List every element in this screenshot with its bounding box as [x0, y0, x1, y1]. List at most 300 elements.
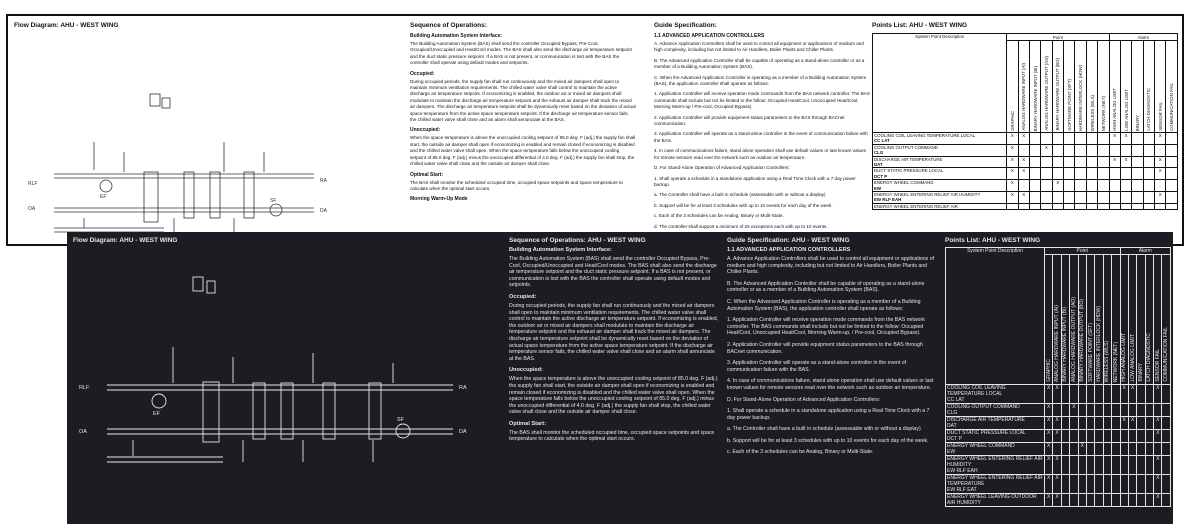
- points-column-header: [1112, 255, 1120, 385]
- point-mark-cell: [1162, 443, 1171, 456]
- point-description: ENERGY WHEEL COMMAND: [874, 180, 934, 186]
- point-mark-cell: [1029, 180, 1040, 192]
- point-mark-cell: [1166, 180, 1178, 192]
- point-mark-cell: [1166, 192, 1178, 204]
- guide-spec-paragraph: D. For Stand-Alone Operation of Advanced Application Controllers:: [727, 396, 881, 403]
- point-mark-cell: X: [1007, 168, 1018, 180]
- flow-label-oa: OA: [28, 206, 36, 212]
- point-mark-cell: [1061, 404, 1069, 417]
- point-mark-cell: [1075, 144, 1086, 156]
- guide-spec-paragraph: a. The Controller shall have a built in schedule (assessable with or without a display): [654, 192, 826, 198]
- point-mark-cell: [1041, 180, 1052, 192]
- points-column-header: [1155, 41, 1166, 133]
- flow-label-oa-dark: OA: [79, 429, 87, 435]
- points-column-header: [1109, 41, 1120, 133]
- point-mark-cell: X: [1070, 404, 1078, 417]
- point-mark-cell: [1086, 385, 1094, 404]
- point-mark-cell: X: [1155, 156, 1166, 168]
- seq-paragraph-occupied-dark: During occupied periods, the supply fan shall run continuously and the mixed air dampers shall open to maintain minimum ventilation requirements. The chilled water valve shall control to maintain the active discharge air temperature setpoint. If economizing is enabled, the outdoor air or mixed air dampers shall modulate to maintain the discharge air temperature setpoint and the exhaust air damper shall track the mixed air dampers. The discharge air temperature setpoint shall be dynamically reset based on the deviation of actual space temperature from the active space temperature setpoint. If the discharge air temperature sensor fails, the chilled water valve shall close and an alarm shall annunciate at the BAS.: [509, 302, 719, 362]
- points-desc-header: System Point Description: [946, 248, 1045, 385]
- points-column-header: [1166, 41, 1178, 133]
- point-mark-cell: [1103, 385, 1111, 404]
- point-mark-cell: [1120, 168, 1131, 180]
- point-mark-cell: [1053, 443, 1061, 456]
- point-mark-cell: [1132, 168, 1143, 180]
- point-description: COOLING OUTPUT COMMAND: [947, 404, 1020, 410]
- points-column-header: [1128, 255, 1136, 385]
- seq-heading-unoccupied-dark: Unoccupied:: [509, 367, 543, 374]
- points-column-label: ANALOG HARDWARE OUTPUT (AO): [1044, 56, 1049, 131]
- point-mark-cell: [1137, 494, 1145, 507]
- point-description: DUCT STATIC PRESSURE LOCAL: [947, 430, 1026, 436]
- point-mark-cell: X: [1120, 156, 1131, 168]
- point-tag: DCT P: [874, 173, 888, 179]
- point-mark-cell: X: [1154, 475, 1162, 494]
- point-mark-cell: [1095, 404, 1103, 417]
- flow-label-ra-dark: RA: [459, 385, 467, 391]
- point-mark-cell: [1098, 144, 1109, 156]
- points-list-panel-dark: [945, 237, 1171, 524]
- point-mark-cell: [1070, 494, 1078, 507]
- points-column-label: WIRELESS (WLS): [1104, 340, 1111, 382]
- points-column-header: [1061, 255, 1069, 385]
- points-list-title: Points List: AHU - WEST WING: [872, 22, 968, 29]
- point-mark-cell: [1137, 475, 1145, 494]
- point-mark-cell: [1120, 203, 1131, 209]
- point-mark-cell: [1075, 180, 1086, 192]
- point-mark-cell: [1128, 494, 1136, 507]
- point-mark-cell: [1120, 192, 1131, 204]
- points-column-header: [1143, 41, 1154, 133]
- point-mark-cell: [1109, 192, 1120, 204]
- point-tag: DCT P: [947, 436, 962, 442]
- point-mark-cell: X: [1155, 133, 1166, 145]
- point-mark-cell: [1154, 404, 1162, 417]
- point-description: DISCHARGE AIR TEMPERATURE: [874, 156, 943, 162]
- point-mark-cell: [1166, 144, 1178, 156]
- flow-diagram-title-dark: Flow Diagram: AHU - WEST WING: [73, 237, 178, 244]
- flow-label-da: DA: [320, 208, 327, 214]
- points-column-header: [1070, 255, 1078, 385]
- point-description: ENERGY WHEEL COMMAND: [947, 443, 1015, 449]
- point-description-cell: [946, 417, 1045, 430]
- points-column-label: ANALOG HARDWARE INPUT (AI): [1054, 305, 1061, 382]
- table-row: [873, 144, 1178, 156]
- seq-paragraph-bas-dark: The Building Automation System (BAS) shall send the controller Occupied Bypass, Pre-Cool, Occupied/Unoccupied and Heat/Cool modes. The BAS shall also send the discharge air temperature setpoint and the duct static pressure setpoint. If a BAS is not present, or communication is lost with the BAS the controller shall operate using default modes and setpoints.: [509, 256, 717, 289]
- points-column-header: [1162, 255, 1171, 385]
- guide-spec-paragraph: 1. Shall operate a schedule in a standalone application using a Real Time Clock with a 7 day power backup.: [654, 175, 856, 187]
- sequence-panel-dark: [509, 237, 719, 524]
- point-mark-cell: X: [1154, 417, 1162, 430]
- point-mark-cell: X: [1018, 156, 1029, 168]
- point-mark-cell: [1078, 385, 1086, 404]
- point-mark-cell: [1095, 385, 1103, 404]
- flow-label-rlf: RLF: [28, 181, 38, 187]
- seq-heading-warmup: Morning Warm-Up Mode: [410, 196, 468, 203]
- guide-spec-paragraph: C. When the Advanced Application Controller is operating as a member of a Building Automation System (BAS), the application controller shall operate as follows:: [654, 74, 867, 87]
- point-mark-cell: X: [1128, 385, 1136, 404]
- point-mark-cell: [1109, 180, 1120, 192]
- point-description: ENERGY WHEEL ENTERING RELIEF AIR HUMIDITY: [947, 456, 1043, 468]
- guide-spec-paragraph: b. Support will be for at least 3 schedules with up to 10 events for each day of the week.: [654, 202, 833, 208]
- point-mark-cell: [1086, 475, 1094, 494]
- table-row: [873, 180, 1178, 192]
- guide-spec-paragraph: 2. Application Controller will provide equipment status parameters to the BAS through BACnet communication.: [654, 114, 845, 127]
- point-mark-cell: [1018, 180, 1029, 192]
- ahu-flow-diagram: [14, 22, 406, 240]
- point-mark-cell: [1143, 133, 1154, 145]
- point-mark-cell: [1098, 168, 1109, 180]
- point-mark-cell: [1098, 203, 1109, 209]
- points-column-label: LATCH DIAGNOSTIC: [1146, 88, 1152, 131]
- point-mark-cell: [1143, 192, 1154, 204]
- point-mark-cell: [1086, 404, 1094, 417]
- point-mark-cell: [1070, 385, 1078, 404]
- point-mark-cell: [1112, 494, 1120, 507]
- points-column-header: [1007, 41, 1018, 133]
- points-group-alarm: Alarm: [1120, 248, 1170, 255]
- guide-spec-paragraph: d. The controller shall support a minimum of 25 exceptions each with up to 10 events.: [654, 223, 828, 229]
- point-mark-cell: [1128, 443, 1136, 456]
- point-mark-cell: [1166, 133, 1178, 145]
- points-table-dark: [945, 247, 1171, 507]
- point-mark-cell: [1086, 203, 1097, 209]
- point-mark-cell: [1041, 203, 1052, 209]
- point-mark-cell: X: [1053, 475, 1061, 494]
- table-row: [873, 156, 1178, 168]
- seq-heading-optimal-start-dark: Optimal Start:: [509, 420, 546, 427]
- point-mark-cell: X: [1007, 192, 1018, 204]
- point-mark-cell: [1078, 494, 1086, 507]
- point-mark-cell: [1143, 156, 1154, 168]
- flow-label-ef: EF: [100, 194, 107, 200]
- points-column-label: HARDWARE INTERLOCK (HDW): [1096, 306, 1103, 382]
- point-mark-cell: [1120, 430, 1128, 443]
- guide-spec-paragraphs-dark: [727, 256, 939, 456]
- point-mark-cell: [1078, 430, 1086, 443]
- sequence-title-dark: Sequence of Operations: AHU - WEST WING: [509, 237, 646, 244]
- point-description: ENERGY WHEEL LEAVING OUTDOOR AIR HUMIDITY: [947, 494, 1037, 506]
- point-mark-cell: [1052, 133, 1063, 145]
- point-mark-cell: X: [1120, 133, 1131, 145]
- point-mark-cell: [1128, 430, 1136, 443]
- point-tag: EW RLF EAH: [947, 468, 978, 474]
- point-mark-cell: [1112, 456, 1120, 475]
- point-mark-cell: [1018, 144, 1029, 156]
- point-mark-cell: [1095, 443, 1103, 456]
- point-mark-cell: [1137, 456, 1145, 475]
- points-column-label: SOFTWARE POINT (SFT): [1066, 79, 1072, 131]
- points-column-header: [1098, 41, 1109, 133]
- point-tag: EW RLF EAT: [947, 487, 977, 493]
- points-column-label: BINARY HARDWARE INPUT (BI): [1032, 65, 1038, 131]
- points-column-header: [1045, 255, 1053, 385]
- point-mark-cell: [1112, 443, 1120, 456]
- point-mark-cell: [1095, 494, 1103, 507]
- point-description-cell: [946, 430, 1045, 443]
- table-row: [873, 168, 1178, 180]
- points-column-header: [1052, 41, 1063, 133]
- point-mark-cell: [1103, 417, 1111, 430]
- point-mark-cell: [1029, 168, 1040, 180]
- points-column-label: ANALOG HARDWARE INPUT (AI): [1021, 63, 1027, 131]
- point-mark-cell: [1137, 385, 1145, 404]
- point-mark-cell: [1064, 133, 1075, 145]
- seq-heading-optimal-start: Optimal Start:: [410, 171, 444, 178]
- points-column-label: BINARY HARDWARE OUTPUT (BO): [1055, 58, 1061, 131]
- point-mark-cell: [1053, 404, 1061, 417]
- points-column-header: [1075, 41, 1086, 133]
- point-mark-cell: [1132, 144, 1143, 156]
- point-mark-cell: [1103, 456, 1111, 475]
- point-mark-cell: [1086, 417, 1094, 430]
- point-mark-cell: [1145, 475, 1153, 494]
- point-mark-cell: [1064, 156, 1075, 168]
- point-description-cell: [946, 475, 1045, 494]
- guide-spec-paragraph: 1. Application Controller will receive operation mode commands from the BAS network controller. The BAS commands shall include but not be limited to the follow: Occupied Heat/Cool, Unoccupied Heat/Cool, Morning Warm-up / Pre-cool, Occupied Bypass).: [654, 91, 870, 110]
- point-tag: EW: [947, 449, 956, 455]
- points-column-label: COMMUNICATION FAIL: [1163, 327, 1170, 382]
- point-mark-cell: [1098, 192, 1109, 204]
- point-mark-cell: [1145, 430, 1153, 443]
- point-mark-cell: [1064, 168, 1075, 180]
- point-mark-cell: [1070, 475, 1078, 494]
- point-mark-cell: X: [1045, 385, 1053, 404]
- point-mark-cell: [1061, 430, 1069, 443]
- point-mark-cell: [1018, 203, 1029, 209]
- point-mark-cell: X: [1045, 456, 1053, 475]
- point-mark-cell: [1103, 475, 1111, 494]
- point-mark-cell: [1061, 443, 1069, 456]
- flow-label-da-dark: DA: [459, 429, 467, 435]
- point-mark-cell: [1103, 443, 1111, 456]
- point-mark-cell: X: [1154, 456, 1162, 475]
- point-mark-cell: X: [1045, 430, 1053, 443]
- point-mark-cell: [1061, 456, 1069, 475]
- point-mark-cell: X: [1154, 430, 1162, 443]
- point-mark-cell: X: [1053, 494, 1061, 507]
- points-column-header: [1086, 255, 1094, 385]
- point-mark-cell: [1132, 180, 1143, 192]
- point-mark-cell: [1162, 456, 1171, 475]
- point-mark-cell: [1132, 156, 1143, 168]
- point-mark-cell: [1145, 385, 1153, 404]
- points-column-label: NETWORK (NET): [1112, 341, 1119, 382]
- point-mark-cell: [1029, 144, 1040, 156]
- points-column-label: LOW ANALOG LIMIT: [1123, 89, 1129, 131]
- points-column-header: [1041, 41, 1052, 133]
- points-column-label: LATCH DIAGNOSTIC: [1146, 333, 1153, 382]
- guide-spec-paragraph: 3. Application Controller will operate as a stand-alone controller in the event of communication failure with the BAS.: [727, 360, 907, 373]
- guide-spec-title: Guide Specification:: [654, 22, 717, 29]
- point-description-cell: [946, 385, 1045, 404]
- seq-paragraph-bas: The Building Automation System (BAS) shall send the controller Occupied Bypass, Pre-Cool, Occupied/Unoccupied and Heat/Cool modes. The BAS shall also send the discharge air temperature setpoint and the duct static pressure setpoint. If a BAS is not present, or communication is lost with the BAS the controller shall operate using default modes and setpoints.: [410, 41, 632, 66]
- points-column-header: [1064, 41, 1075, 133]
- point-tag: DAT: [947, 423, 957, 429]
- points-column-header: [1103, 255, 1111, 385]
- points-column-label: BINARY: [1137, 363, 1144, 382]
- light-sheet: [6, 14, 1184, 246]
- point-mark-cell: [1162, 417, 1171, 430]
- point-mark-cell: [1112, 417, 1120, 430]
- point-mark-cell: X: [1045, 443, 1053, 456]
- point-mark-cell: X: [1120, 385, 1128, 404]
- point-mark-cell: X: [1155, 192, 1166, 204]
- point-description: COOLING COIL LEAVING TEMPERATURE LOCAL: [874, 133, 976, 138]
- point-mark-cell: [1041, 133, 1052, 145]
- points-column-label: BINARY: [1135, 114, 1140, 131]
- point-mark-cell: [1103, 430, 1111, 443]
- points-column-header: [1018, 41, 1029, 133]
- point-description-cell: [946, 443, 1045, 456]
- point-mark-cell: [1075, 203, 1086, 209]
- point-mark-cell: [1112, 385, 1120, 404]
- points-column-label: ANALOG HARDWARE OUTPUT (AO): [1070, 296, 1077, 382]
- dark-sheet: [67, 232, 1173, 524]
- point-mark-cell: X: [1045, 494, 1053, 507]
- point-mark-cell: [1120, 494, 1128, 507]
- points-column-label: HIGH ANALOG LIMIT: [1112, 88, 1118, 131]
- point-tag: CC LAT: [947, 397, 965, 403]
- point-mark-cell: [1145, 417, 1153, 430]
- point-mark-cell: [1086, 144, 1097, 156]
- points-column-label: NETWORK (NET): [1100, 95, 1106, 131]
- point-description-cell: [873, 192, 1007, 204]
- points-list-panel: [872, 22, 1178, 240]
- guide-spec-paragraph: a. The Controller shall have a built in schedule (assessable with or without a display): [727, 426, 921, 433]
- point-description-cell: [873, 180, 1007, 192]
- guide-spec-paragraph: 1. Shall operate a schedule in a standalone application using a Real Time Clock with a 7 day power backup.: [727, 408, 930, 421]
- point-mark-cell: [1086, 133, 1097, 145]
- point-mark-cell: [1061, 385, 1069, 404]
- points-column-header: [1120, 255, 1128, 385]
- point-mark-cell: [1137, 404, 1145, 417]
- seq-paragraph-optimal-start-dark: The BAS shall monitor the scheduled occupied time, occupied space setpoints and space temperature to calculate when the optimal start occurs.: [509, 429, 715, 443]
- points-column-header: [1086, 41, 1097, 133]
- point-description-cell: [873, 144, 1007, 156]
- point-mark-cell: [1112, 404, 1120, 417]
- point-mark-cell: X: [1007, 156, 1018, 168]
- guide-spec-panel-dark: [727, 237, 939, 524]
- sequence-panel: [410, 22, 636, 240]
- point-mark-cell: [1132, 192, 1143, 204]
- point-mark-cell: X: [1078, 443, 1086, 456]
- point-mark-cell: [1041, 192, 1052, 204]
- guide-spec-paragraph: B. The Advanced Application Controller shall be capable of operating as a stand-alone controller or as a member of a Building Automation System (BAS).: [654, 57, 865, 70]
- point-mark-cell: [1064, 203, 1075, 209]
- point-mark-cell: X: [1018, 133, 1029, 145]
- table-row: [946, 417, 1171, 430]
- point-mark-cell: [1143, 180, 1154, 192]
- point-mark-cell: [1086, 494, 1094, 507]
- point-description-cell: [946, 456, 1045, 475]
- points-group-point: Point: [1007, 34, 1109, 41]
- points-column-label: SOFTWARE POINT (SFT): [1087, 323, 1094, 382]
- seq-heading-occupied: Occupied:: [410, 70, 435, 77]
- flow-label-ef-dark: EF: [153, 411, 161, 417]
- point-mark-cell: [1086, 180, 1097, 192]
- point-mark-cell: [1143, 144, 1154, 156]
- point-tag: EW: [874, 185, 882, 191]
- point-mark-cell: [1137, 417, 1145, 430]
- point-mark-cell: [1098, 180, 1109, 192]
- point-mark-cell: X: [1109, 133, 1120, 145]
- guide-spec-paragraph: D. For Stand-Alone Operation of Advanced Application Controllers:: [654, 165, 790, 171]
- point-description-cell: [873, 156, 1007, 168]
- point-description: COOLING OUTPUT COMMAND: [874, 144, 938, 150]
- point-mark-cell: [1132, 203, 1143, 209]
- point-mark-cell: [1070, 456, 1078, 475]
- point-mark-cell: [1120, 144, 1131, 156]
- point-mark-cell: [1061, 494, 1069, 507]
- point-tag: DAT: [874, 162, 883, 168]
- guide-spec-paragraph: 4. In case of communications failure, stand alone operation shall use default values or last known values for remote sensors read over the network such as outdoor air temperature.: [727, 378, 934, 391]
- point-mark-cell: [1162, 404, 1171, 417]
- point-mark-cell: [1078, 456, 1086, 475]
- point-mark-cell: [1120, 475, 1128, 494]
- point-mark-cell: [1166, 168, 1178, 180]
- points-column-label: WIRELESS (WLS): [1089, 94, 1095, 131]
- flow-diagram-title: Flow Diagram: AHU - WEST WING: [14, 22, 119, 29]
- point-mark-cell: [1029, 203, 1040, 209]
- point-mark-cell: [1103, 494, 1111, 507]
- point-tag: CLG: [874, 150, 884, 156]
- point-mark-cell: [1120, 180, 1131, 192]
- seq-heading-bas-dark: Building Automation System Interface:: [509, 247, 612, 253]
- flow-label-rlf-dark: RLF: [79, 385, 90, 391]
- point-mark-cell: [1052, 203, 1063, 209]
- points-column-label: SENSOR FAIL: [1157, 102, 1163, 131]
- flow-label-sf-dark: SF: [397, 417, 405, 423]
- guide-spec-panel: [654, 22, 870, 240]
- point-mark-cell: [1155, 144, 1166, 156]
- points-column-label: SENSOR FAIL: [1154, 349, 1161, 382]
- flow-label-sf: SF: [270, 198, 277, 204]
- point-mark-cell: [1078, 417, 1086, 430]
- point-mark-cell: [1086, 456, 1094, 475]
- point-mark-cell: [1007, 203, 1018, 209]
- point-mark-cell: [1145, 456, 1153, 475]
- point-mark-cell: [1128, 456, 1136, 475]
- points-list-title-dark: Points List: AHU - WEST WING: [945, 237, 1041, 244]
- point-mark-cell: [1162, 494, 1171, 507]
- points-column-label: HARDWARE INTERLOCK (HDW): [1078, 64, 1084, 131]
- point-mark-cell: [1086, 156, 1097, 168]
- points-column-header: [1029, 41, 1040, 133]
- table-row: [873, 192, 1178, 204]
- point-mark-cell: [1120, 443, 1128, 456]
- points-column-header: [1132, 41, 1143, 133]
- point-description: ENERGY WHEEL ENTERING RELIEF AIR TEMPERATURE: [947, 475, 1043, 487]
- point-mark-cell: [1155, 203, 1166, 209]
- point-mark-cell: X: [1053, 385, 1061, 404]
- point-mark-cell: [1162, 385, 1171, 404]
- points-column-label: LOW ANALOG LIMIT: [1129, 334, 1136, 382]
- seq-paragraph-unoccupied-dark: When the space temperature is above the unoccupied cooling setpoint of 85.0 deg. F (adj.) the supply fan shall start, the outside air damper shall open if economizing is enabled and remain closed if economizing is disabled and the chilled water valve shall open. When the space temperature falls below the unoccupied cooling setpoint of 85.0 deg. F (adj.) minus the unoccupied differential of 4.0 deg. F (adj.) the supply fan shall stop, the chilled water valve shall close and the outside air damper shall close.: [509, 376, 718, 416]
- points-column-label: BINARY HARDWARE INPUT (BI): [1062, 307, 1069, 382]
- guide-spec-paragraph: C. When the Advanced Application Controller is operating as a member of a Building Automation System (BAS), the application controller shall operate as follows:: [727, 298, 921, 312]
- point-mark-cell: [1075, 168, 1086, 180]
- point-mark-cell: [1052, 168, 1063, 180]
- point-mark-cell: X: [1109, 156, 1120, 168]
- points-column-label: COMMUNICATION FAIL: [1169, 83, 1175, 131]
- point-mark-cell: X: [1045, 475, 1053, 494]
- table-row: [946, 494, 1171, 507]
- point-mark-cell: [1041, 168, 1052, 180]
- table-row: [873, 133, 1178, 145]
- seq-paragraph-occupied: During occupied periods, the supply fan shall run continuously and the mixed air dampers shall open to maintain minimum ventilation requirements. The chilled water valve shall control to maintain the active discharge air temperature setpoint. If economizing is enabled, the outdoor air or mixed air dampers shall modulate to maintain the discharge air temperature setpoint and the exhaust air damper shall track the mixed air dampers. The discharge air temperature setpoint shall be dynamically reset based on the deviation of actual space temperature from the active space temperature setpoint. If the discharge air temperature sensor fails, the chilled water valve shall close and an alarm shall annunciate at the BAS.: [410, 78, 636, 123]
- point-mark-cell: [1098, 156, 1109, 168]
